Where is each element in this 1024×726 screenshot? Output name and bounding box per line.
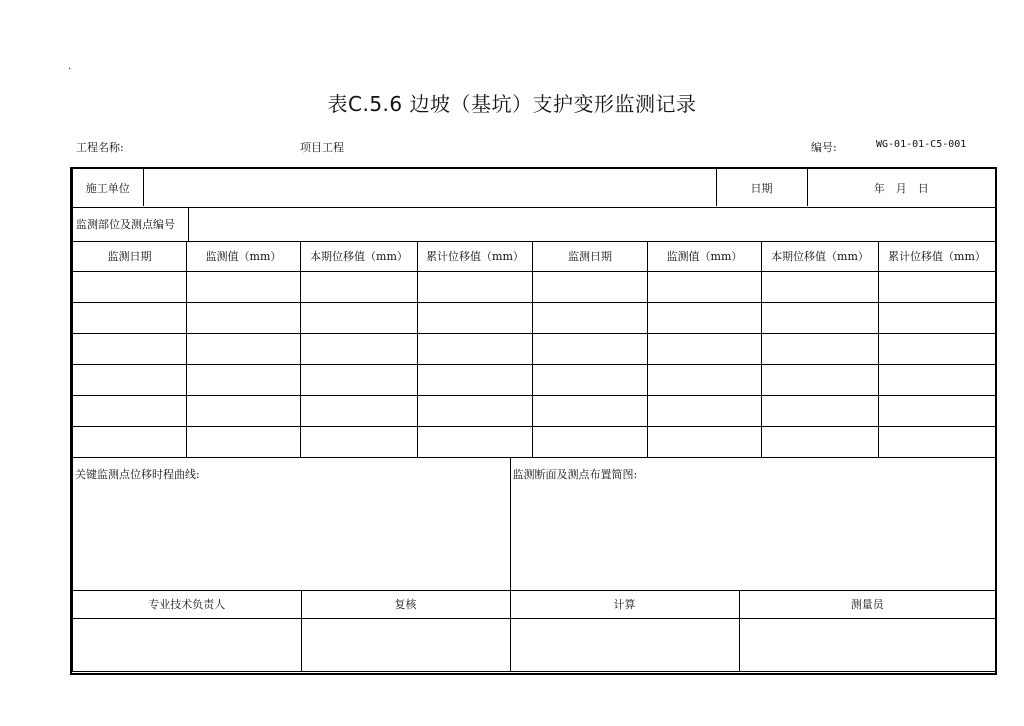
table-cell[interactable] — [533, 364, 648, 395]
table-cell[interactable] — [301, 364, 418, 395]
col-header-period-disp-2: 本期位移值（mm） — [762, 241, 879, 271]
layout-sketch-area[interactable] — [510, 458, 995, 590]
table-cell[interactable] — [73, 333, 187, 364]
signature-field-calculation[interactable] — [510, 619, 739, 671]
table-cell[interactable] — [301, 333, 418, 364]
table-cell[interactable] — [762, 395, 879, 426]
table-cell[interactable] — [187, 426, 301, 457]
table-cell[interactable] — [762, 271, 879, 302]
table-cell[interactable] — [187, 364, 301, 395]
table-cell[interactable] — [418, 426, 533, 457]
table-cell[interactable] — [648, 426, 762, 457]
project-name-label: 工程名称: — [76, 141, 124, 154]
table-cell[interactable] — [73, 426, 187, 457]
table-row — [73, 364, 996, 395]
table-cell[interactable] — [879, 364, 996, 395]
table-cell[interactable] — [301, 426, 418, 457]
signature-label-calculation: 计算 — [510, 591, 739, 619]
signature-label-surveyor: 测量员 — [739, 591, 995, 619]
column-header-row — [73, 241, 996, 271]
form-number-label: 编号: — [811, 141, 837, 154]
col-header-cumulative-disp-2: 累计位移值（mm） — [879, 241, 996, 271]
signature-label-tech-lead: 专业技术负责人 — [73, 591, 301, 619]
signature-row — [73, 590, 996, 671]
table-cell[interactable] — [533, 395, 648, 426]
table-cell[interactable] — [418, 302, 533, 333]
col-header-monitor-value-1: 监测值（mm） — [187, 241, 301, 271]
table-cell[interactable] — [648, 333, 762, 364]
table-cell[interactable] — [533, 302, 648, 333]
table-cell[interactable] — [648, 271, 762, 302]
layout-sketch-label: 监测断面及测点布置简图: — [512, 467, 638, 481]
table-cell[interactable] — [187, 302, 301, 333]
table-row — [73, 395, 996, 426]
col-header-period-disp-1: 本期位移值（mm） — [301, 241, 418, 271]
table-cell[interactable] — [418, 271, 533, 302]
table-row — [73, 426, 996, 457]
date-field[interactable]: 年 月 日 — [873, 181, 929, 195]
location-field[interactable] — [188, 208, 995, 241]
table-cell[interactable] — [187, 395, 301, 426]
form-number-value: WG-01-01-C5-001 — [876, 139, 967, 150]
table-cell[interactable] — [762, 426, 879, 457]
project-name-value: 项目工程 — [300, 141, 344, 154]
col-header-monitor-date-2: 监测日期 — [533, 241, 648, 271]
page-title: 表C.5.6 边坡（基坑）支护变形监测记录 — [327, 92, 697, 116]
signature-label-review: 复核 — [301, 591, 510, 619]
sketch-row — [73, 457, 996, 590]
table-cell[interactable] — [187, 271, 301, 302]
date-label: 日期 — [716, 169, 807, 206]
table-cell[interactable] — [648, 364, 762, 395]
table-cell[interactable] — [762, 364, 879, 395]
signature-field-tech-lead[interactable] — [73, 619, 301, 671]
table-cell[interactable] — [879, 333, 996, 364]
displacement-curve-label: 关键监测点位移时程曲线: — [75, 467, 200, 481]
signature-field-surveyor[interactable] — [739, 619, 995, 671]
form-table — [72, 169, 996, 672]
table-cell[interactable] — [762, 333, 879, 364]
location-row — [73, 207, 996, 241]
table-row — [73, 302, 996, 333]
table-cell[interactable] — [648, 302, 762, 333]
table-cell[interactable] — [301, 302, 418, 333]
table-cell[interactable] — [418, 364, 533, 395]
construction-unit-field[interactable] — [143, 169, 716, 206]
location-label: 监测部位及测点编号 — [73, 208, 188, 241]
table-cell[interactable] — [187, 333, 301, 364]
table-cell[interactable] — [533, 426, 648, 457]
table-cell[interactable] — [418, 333, 533, 364]
table-cell[interactable] — [73, 364, 187, 395]
table-cell[interactable] — [879, 426, 996, 457]
table-cell[interactable] — [418, 395, 533, 426]
col-header-monitor-date-1: 监测日期 — [73, 241, 187, 271]
table-cell[interactable] — [762, 302, 879, 333]
construction-unit-label: 施工单位 — [73, 169, 143, 206]
table-cell[interactable] — [879, 395, 996, 426]
signature-field-review[interactable] — [301, 619, 510, 671]
table-cell[interactable] — [533, 271, 648, 302]
table-cell[interactable] — [879, 271, 996, 302]
table-cell[interactable] — [73, 395, 187, 426]
table-cell[interactable] — [73, 302, 187, 333]
table-cell[interactable] — [533, 333, 648, 364]
table-cell[interactable] — [301, 271, 418, 302]
table-row — [73, 333, 996, 364]
table-cell[interactable] — [648, 395, 762, 426]
corner-dot: . — [68, 61, 72, 72]
table-cell[interactable] — [301, 395, 418, 426]
monitoring-record-form — [70, 167, 997, 675]
col-header-monitor-value-2: 监测值（mm） — [648, 241, 762, 271]
table-cell[interactable] — [879, 302, 996, 333]
col-header-cumulative-disp-1: 累计位移值（mm） — [418, 241, 533, 271]
unit-row — [73, 169, 996, 207]
table-cell[interactable] — [73, 271, 187, 302]
displacement-curve-area[interactable] — [73, 458, 510, 590]
table-row — [73, 271, 996, 302]
